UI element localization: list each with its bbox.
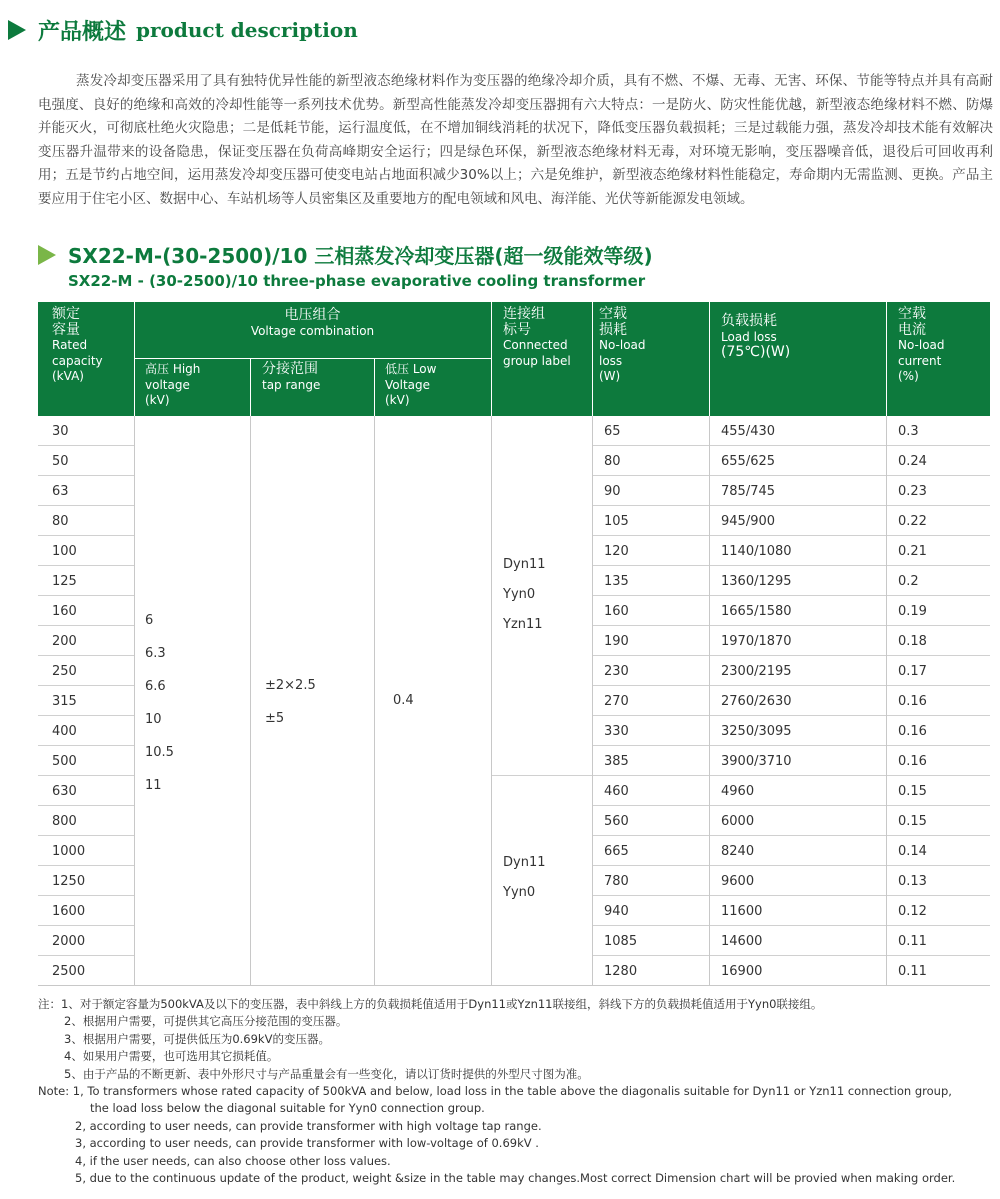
cell-noload: 230	[604, 664, 629, 679]
notes	[38, 996, 993, 1187]
header-lv: 低压 Low Voltage (kV)	[385, 362, 437, 407]
hv-values: 6 6.3 6.6 10 10.5 11	[145, 604, 174, 802]
cell-noload: 135	[604, 574, 629, 589]
cell-load: 9600	[721, 874, 755, 889]
table-header	[38, 302, 990, 416]
table-row	[38, 926, 990, 955]
cell-capacity: 160	[52, 604, 77, 619]
table-row	[38, 656, 990, 685]
cell-capacity: 200	[52, 634, 77, 649]
cell-capacity: 1250	[52, 874, 86, 889]
cell-load: 14600	[721, 934, 763, 949]
cell-load: 1360/1295	[721, 574, 792, 589]
header-noload: 空载 损耗 No-load loss (W)	[599, 306, 646, 383]
product-title-text: SX22-M-(30-2500)/10 三相蒸发冷却变压器(超一级能效等级)	[68, 244, 653, 268]
cell-capacity: 63	[52, 484, 69, 499]
group-label-b: Dyn11 Yyn0	[503, 848, 546, 908]
header-tap: 分接范围 tap range	[262, 361, 321, 392]
cell-current: 0.15	[898, 814, 927, 829]
cell-noload: 120	[604, 544, 629, 559]
cell-capacity: 630	[52, 784, 77, 799]
cell-noload: 330	[604, 724, 629, 739]
cell-capacity: 2500	[52, 964, 86, 979]
note-cn-2: 2、根据用户需要，可提供其它高压分接范围的变压器。	[64, 1014, 348, 1029]
cell-current: 0.16	[898, 754, 927, 769]
header-current: 空载 电流 No-load current (%)	[898, 306, 945, 383]
cell-load: 2760/2630	[721, 694, 792, 709]
table-row	[38, 956, 990, 985]
cell-noload: 385	[604, 754, 629, 769]
product-subtitle: SX22-M - (30-2500)/10 three-phase evaporative cooling transformer	[68, 272, 646, 290]
table-row	[38, 806, 990, 835]
table-row	[38, 716, 990, 745]
table-row	[38, 476, 990, 505]
cell-load: 2300/2195	[721, 664, 792, 679]
header-load: 负载损耗 Load loss (75℃)(W)	[721, 313, 791, 360]
cell-current: 0.11	[898, 964, 927, 979]
cell-capacity: 500	[52, 754, 77, 769]
table-row	[38, 446, 990, 475]
cell-current: 0.17	[898, 664, 927, 679]
note-en-2: 2, according to user needs, can provide transformer with high voltage tap range.	[75, 1118, 542, 1133]
table-body	[38, 416, 990, 986]
note-cn-4: 4、如果用户需要，也可选用其它损耗值。	[64, 1049, 279, 1064]
cell-current: 0.13	[898, 874, 927, 889]
cell-current: 0.18	[898, 634, 927, 649]
cell-current: 0.3	[898, 424, 919, 439]
cell-capacity: 250	[52, 664, 77, 679]
section-title-cn: 产品概述	[38, 19, 127, 45]
cell-capacity: 1600	[52, 904, 86, 919]
cell-current: 0.16	[898, 694, 927, 709]
cell-load: 3250/3095	[721, 724, 792, 739]
cell-capacity: 1000	[52, 844, 86, 859]
cell-current: 0.12	[898, 904, 927, 919]
cell-current: 0.14	[898, 844, 927, 859]
cell-noload: 160	[604, 604, 629, 619]
header-group: 连接组 标号 Connected group label	[503, 306, 571, 368]
cell-current: 0.16	[898, 724, 927, 739]
cell-load: 1665/1580	[721, 604, 792, 619]
cell-current: 0.23	[898, 484, 927, 499]
note-en-5: 5, due to the continuous update of the product, weight &size in the table may changes.Most correct Dimension chart will be provied when making order.	[75, 1171, 956, 1186]
cell-load: 16900	[721, 964, 763, 979]
section-title-en: product description	[136, 18, 358, 42]
cell-capacity: 800	[52, 814, 77, 829]
cell-noload: 665	[604, 844, 629, 859]
table-row	[38, 506, 990, 535]
cell-load: 785/745	[721, 484, 776, 499]
cell-noload: 65	[604, 424, 621, 439]
cell-noload: 460	[604, 784, 629, 799]
cell-noload: 105	[604, 514, 629, 529]
cell-noload: 560	[604, 814, 629, 829]
tap-values: ±2×2.5 ±5	[265, 669, 316, 735]
header-voltage: 电压组合 Voltage combination	[250, 307, 375, 338]
cell-load: 4960	[721, 784, 755, 799]
header-hv: 高压 High voltage (kV)	[145, 362, 201, 407]
cell-current: 0.19	[898, 604, 927, 619]
triangle-icon	[8, 20, 26, 40]
product-description: 蒸发冷却变压器采用了具有独特优异性能的新型液态绝缘材料作为变压器的绝缘冷却介质，具有不燃、不爆、无毒、无害、环保、节能等特点并具有高耐电强度、良好的绝缘和高效的冷却性能等一系列技术优势。新型高性能蒸发冷却变压器拥有六大特点：一是防火、防灾性能优越，新型液态绝缘材料不燃、防爆并能灭火，可彻底杜绝火灾隐患；二是低耗节能，运行温度低，在不增加铜线消耗的状况下，降低变压器负载损耗；三是过载能力强，蒸发冷却技术能有效解决变压器升温带来的设备隐患，保证变压器在负荷高峰期安全运行；四是绿色环保，新型液态绝缘材料无毒，对环境无影响，变压器噪音低，退役后可回收再利用；五是节约占地空间，运用蒸发冷却变压器可使变电站占地面积减少30%以上；六是免维护，新型液态绝缘材料性能稳定，寿命期内无需监测、更换。产品主要应用于住宅小区、数据中心、车站机场等人员密集区及重要地方的配电领域和风电、海洋能、光伏等新能源发电领域。	[38, 73, 993, 207]
group-label-a: Dyn11 Yyn0 Yzn11	[503, 550, 546, 640]
cell-current: 0.24	[898, 454, 927, 469]
cell-current: 0.11	[898, 934, 927, 949]
header-capacity: 额定 容量 Rated capacity (kVA)	[52, 306, 103, 383]
cell-load: 3900/3710	[721, 754, 792, 769]
table-row	[38, 416, 990, 445]
cell-current: 0.15	[898, 784, 927, 799]
cell-capacity: 100	[52, 544, 77, 559]
cell-noload: 940	[604, 904, 629, 919]
cell-noload: 270	[604, 694, 629, 709]
table-row	[38, 686, 990, 715]
cell-noload: 190	[604, 634, 629, 649]
cell-capacity: 400	[52, 724, 77, 739]
cell-load: 1140/1080	[721, 544, 792, 559]
note-en-3: 3, according to user needs, can provide transformer with low-voltage of 0.69kV .	[75, 1136, 539, 1151]
cell-current: 0.22	[898, 514, 927, 529]
cell-load: 8240	[721, 844, 755, 859]
lv-value: 0.4	[393, 684, 414, 717]
note-cn-1: 注：1、对于额定容量为500kVA及以下的变压器，表中斜线上方的负载损耗值适用于Dyn11或Yzn11联接组，斜线下方的负载损耗值适用于Yyn0联接组。	[38, 997, 823, 1011]
note-en-1b: the load loss below the diagonal suitable for Yyn0 connection group.	[90, 1101, 485, 1116]
cell-capacity: 125	[52, 574, 77, 589]
cell-noload: 1280	[604, 964, 638, 979]
note-en-4: 4, if the user needs, can also choose other loss values.	[75, 1153, 391, 1168]
cell-capacity: 50	[52, 454, 69, 469]
cell-load: 455/430	[721, 424, 776, 439]
table-row	[38, 776, 990, 805]
cell-load: 11600	[721, 904, 763, 919]
cell-capacity: 30	[52, 424, 69, 439]
cell-load: 945/900	[721, 514, 776, 529]
cell-load: 6000	[721, 814, 755, 829]
triangle-icon	[38, 245, 56, 265]
cell-noload: 90	[604, 484, 621, 499]
cell-current: 0.21	[898, 544, 927, 559]
note-cn-5: 5、由于产品的不断更新、表中外形尺寸与产品重量会有一些变化，请以订货时提供的外型尺寸图为准。	[64, 1066, 589, 1081]
section-title	[8, 12, 358, 48]
cell-capacity: 80	[52, 514, 69, 529]
cell-noload: 780	[604, 874, 629, 889]
cell-capacity: 315	[52, 694, 77, 709]
product-title	[38, 240, 653, 269]
cell-load: 655/625	[721, 454, 776, 469]
cell-noload: 80	[604, 454, 621, 469]
cell-load: 1970/1870	[721, 634, 792, 649]
cell-current: 0.2	[898, 574, 919, 589]
note-cn-3: 3、根据用户需要，可提供低压为0.69kV的变压器。	[64, 1031, 330, 1046]
cell-noload: 1085	[604, 934, 638, 949]
cell-capacity: 2000	[52, 934, 86, 949]
note-en-1: Note: 1, To transformers whose rated capacity of 500kVA and below, load loss in the table above the diagonalis suitable for Dyn11 or Yzn11 connection group,	[38, 1084, 952, 1099]
table-row	[38, 746, 990, 775]
